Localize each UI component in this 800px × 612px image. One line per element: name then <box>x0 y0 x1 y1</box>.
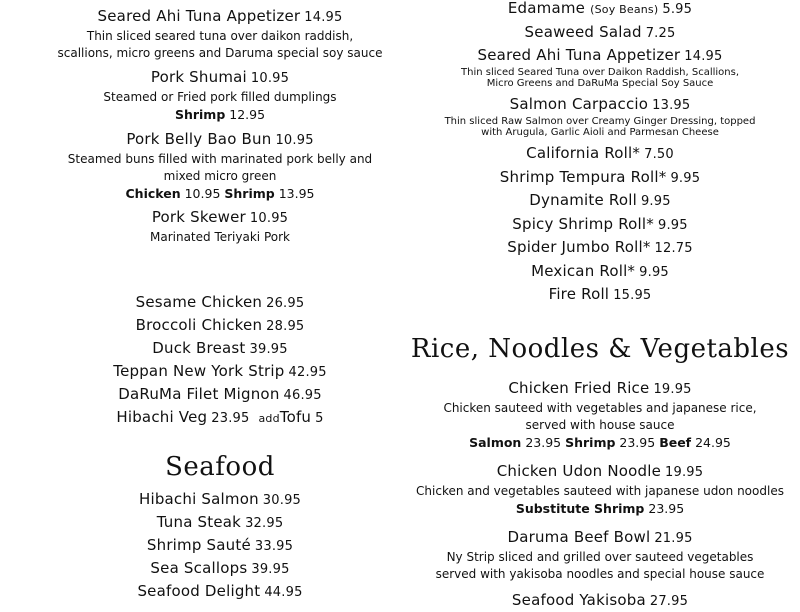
option-price: 13.95 <box>278 186 315 201</box>
menu-item-seafood-delight <box>20 581 420 604</box>
item-name: Mexican Roll* <box>531 261 636 280</box>
item-price: 15.95 <box>613 288 652 303</box>
item-price: 39.95 <box>249 342 288 357</box>
item-price: 46.95 <box>283 388 322 403</box>
menu-item-dynamite-roll <box>400 190 800 214</box>
item-price: 30.95 <box>262 493 302 508</box>
item-description: Marinated Teriyaki Pork <box>150 230 290 244</box>
add-on-label: add <box>258 412 280 425</box>
item-name-line <box>20 207 420 229</box>
item-price: 27.95 <box>649 594 689 609</box>
menu-item-mexican-roll <box>400 261 800 285</box>
item-name: Fire Roll <box>548 285 610 303</box>
option-price: 12.95 <box>229 107 266 122</box>
item-price: 19.95 <box>665 465 704 480</box>
option-label: Shrimp <box>224 186 275 201</box>
item-options <box>20 106 420 124</box>
item-price: 10.95 <box>249 211 289 226</box>
item-description: Steamed buns filled with marinated pork belly and <box>67 152 373 166</box>
item-description: served with house sauce <box>525 418 675 432</box>
item-name: Seaweed Salad <box>524 23 642 41</box>
item-name: Pork Shumai <box>150 68 247 86</box>
item-price: 19.95 <box>653 382 692 397</box>
menu-item-shrimp-tempura-roll <box>400 167 800 191</box>
menu-item-tuna-steak <box>20 512 420 535</box>
item-name: Hibachi Salmon <box>138 490 259 508</box>
menu-item-california-roll <box>400 143 800 167</box>
item-description: scallions, micro greens and Daruma special soy sauce <box>57 46 383 60</box>
item-name: Edamame <box>507 0 586 17</box>
option-price: 23.95 <box>648 501 685 516</box>
item-note: (Soy Beans) <box>590 3 659 16</box>
item-description: Thin sliced Raw Salmon over Creamy Ginger Dressing, topped <box>444 116 756 127</box>
item-name-line <box>400 94 800 116</box>
item-name: California Roll* <box>526 144 641 162</box>
item-price: 13.95 <box>652 98 691 113</box>
item-name: Shrimp Tempura Roll* <box>499 167 667 186</box>
item-options <box>20 185 420 203</box>
option-label: Substitute Shrimp <box>515 501 645 516</box>
item-name-line <box>400 22 800 44</box>
item-name: Daruma Beef Bowl <box>507 528 651 546</box>
item-name: DaRuMa Filet Mignon <box>118 385 280 403</box>
item-name: Seared Ahi Tuna Appetizer <box>477 46 681 64</box>
item-name-line <box>400 378 800 400</box>
item-options <box>400 434 800 452</box>
item-name-line <box>20 129 420 151</box>
item-description: Thin sliced seared tuna over daikon raddish, <box>86 29 354 43</box>
menu-item-teppan-new-york-strip <box>20 361 420 384</box>
menu-item-fire-roll <box>400 284 800 308</box>
item-price: 12.75 <box>654 241 693 256</box>
item-price: 32.95 <box>245 516 284 531</box>
option-label: Shrimp <box>565 435 616 450</box>
item-price: 42.95 <box>288 365 327 380</box>
section-heading-seafood: Seafood <box>165 452 275 482</box>
item-description: Steamed or Fried pork filled dumplings <box>103 90 337 104</box>
item-price: 7.50 <box>644 147 674 162</box>
menu-item-hibachi-salmon <box>20 489 420 512</box>
item-description: Micro Greens and DaRuMa Special Soy Sauce <box>486 78 714 89</box>
option-price: 10.95 <box>184 186 221 201</box>
item-name: Seafood Delight <box>137 582 261 600</box>
menu-item-pork-shumai <box>20 67 420 124</box>
item-description: mixed micro green <box>163 169 277 183</box>
item-price: 28.95 <box>266 319 305 334</box>
item-options <box>400 500 800 518</box>
item-description: Ny Strip sliced and grilled over sauteed vegetables <box>446 550 754 564</box>
option-price: 23.95 <box>619 435 656 450</box>
item-name: Teppan New York Strip <box>113 362 285 380</box>
item-price: 26.95 <box>266 296 305 311</box>
item-name: Spicy Shrimp Roll* <box>512 214 654 233</box>
item-price: 9.95 <box>639 264 669 280</box>
menu-item-salmon-carpaccio <box>400 94 800 138</box>
item-name: Tuna Steak <box>156 513 242 531</box>
item-name: Seafood Yakisoba <box>511 591 646 609</box>
item-price: 39.95 <box>251 562 290 577</box>
option-label: Beef <box>659 435 692 450</box>
item-description: Thin sliced Seared Tuna over Daikon Raddish, Scallions, <box>461 67 739 78</box>
menu-item-seafood-yakisoba-clip <box>400 590 800 609</box>
item-name-line <box>400 45 800 67</box>
menu-item-daruma-beef-bowl <box>400 527 800 583</box>
menu-item-sesame-chicken <box>20 292 420 315</box>
menu-item-spicy-shrimp-roll <box>400 214 800 238</box>
item-price: 44.95 <box>264 585 303 600</box>
item-name: Broccoli Chicken <box>135 316 263 334</box>
item-price: 23.95 <box>211 411 250 426</box>
menu-item-chicken-fried-rice <box>400 378 800 452</box>
menu-item-seared-ahi-tuna-right <box>400 45 800 89</box>
item-name-line <box>20 6 420 28</box>
item-price: 10.95 <box>275 133 314 148</box>
item-name-line <box>400 527 800 549</box>
item-name: Spider Jumbo Roll* <box>507 238 651 256</box>
section-heading-rice-noodles-vegetables: Rice, Noodles & Vegetables <box>410 334 790 364</box>
item-name: Chicken Udon Noodle <box>496 462 662 480</box>
option-price: 24.95 <box>695 435 731 450</box>
menu-item-pork-skewer <box>20 207 420 246</box>
item-description: Chicken and vegetables sauteed with japanese udon noodles <box>416 484 784 498</box>
item-name-line <box>400 0 800 20</box>
item-price: 7.25 <box>645 26 676 41</box>
menu-item-pork-belly-bao-bun <box>20 129 420 203</box>
menu-item-sea-scallops <box>20 558 420 581</box>
menu-item-edamame <box>400 0 800 20</box>
item-price: 10.95 <box>250 71 290 86</box>
item-price: 14.95 <box>304 10 343 25</box>
item-name: Shrimp Sauté <box>146 536 251 554</box>
option-label: Shrimp <box>174 107 226 122</box>
item-price: 9.95 <box>670 170 701 186</box>
menu-item-seaweed-salad <box>400 22 800 44</box>
item-name: Sesame Chicken <box>135 293 263 311</box>
menu-item-spider-jumbo-roll <box>400 237 800 261</box>
item-price: 33.95 <box>254 539 294 554</box>
item-price: 9.95 <box>640 194 671 209</box>
item-name: Dynamite Roll <box>529 191 637 209</box>
item-description: Chicken sauteed with vegetables and japanese rice, <box>443 401 757 415</box>
item-price: 9.95 <box>657 217 688 233</box>
menu-item-seared-ahi-tuna-left <box>20 6 420 62</box>
menu-item-broccoli-chicken <box>20 315 420 338</box>
item-name: Pork Belly Bao Bun <box>126 130 272 148</box>
item-name: Seared Ahi Tuna Appetizer <box>97 7 301 25</box>
option-label: Salmon <box>469 435 522 450</box>
item-name: Chicken Fried Rice <box>508 379 650 397</box>
item-price: 5.95 <box>662 2 693 17</box>
menu-item-daruma-filet-mignon <box>20 384 420 407</box>
add-on-price: 5 <box>315 411 324 426</box>
menu-item-shrimp-saute <box>20 535 420 558</box>
item-name-line <box>400 461 800 483</box>
item-name-line <box>20 67 420 89</box>
rolls-list <box>400 143 800 301</box>
option-label: Chicken <box>125 186 181 201</box>
menu-item-hibachi-veg <box>20 407 420 430</box>
menu-item-duck-breast <box>20 338 420 361</box>
option-price: 23.95 <box>525 435 562 450</box>
item-name: Salmon Carpaccio <box>509 95 649 113</box>
item-name: Sea Scallops <box>150 559 248 577</box>
item-description: served with yakisoba noodles and special house sauce <box>435 567 765 581</box>
item-description: with Arugula, Garlic Aioli and Parmesan Cheese <box>481 127 719 138</box>
menu-item-seafood-yakisoba <box>400 590 800 612</box>
item-price: 21.95 <box>654 531 693 546</box>
item-name: Pork Skewer <box>151 208 246 226</box>
item-name: Duck Breast <box>152 339 246 357</box>
menu-item-chicken-udon-noodle <box>400 461 800 518</box>
item-price: 14.95 <box>684 49 723 64</box>
item-name: Hibachi Veg <box>116 408 208 426</box>
add-on-item: Tofu <box>279 408 312 426</box>
seafood-list <box>20 489 420 600</box>
hibachi-list <box>20 293 420 435</box>
